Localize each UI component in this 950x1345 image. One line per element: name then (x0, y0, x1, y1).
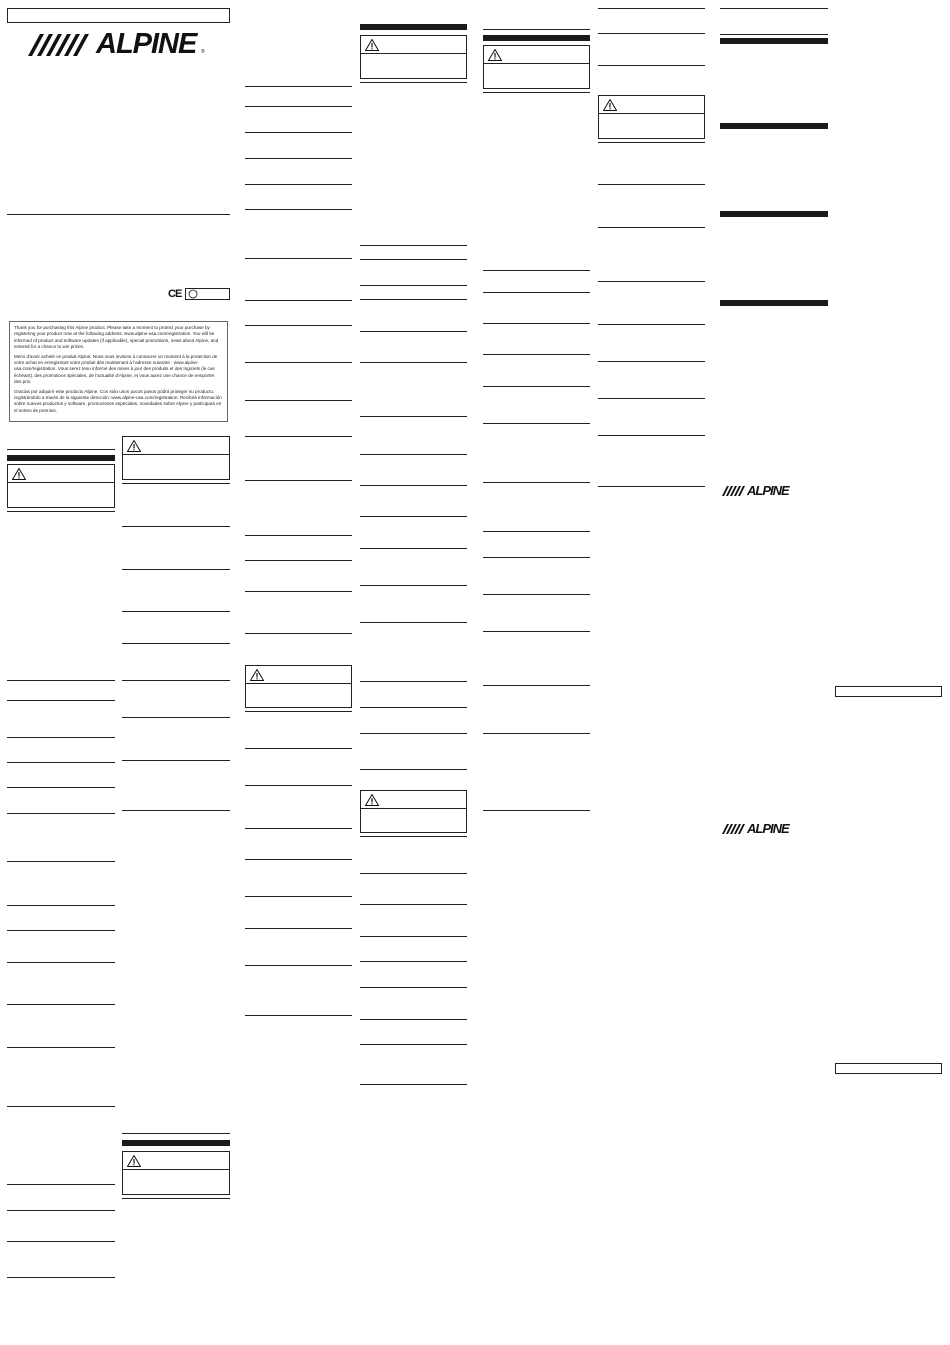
divider-line (7, 700, 115, 701)
divider-line (483, 733, 590, 734)
warning-icon (365, 39, 379, 51)
divider-line (483, 92, 590, 93)
divider-line (483, 482, 590, 483)
divider-line (245, 209, 352, 210)
divider-line (245, 106, 352, 107)
divider-line (360, 485, 467, 486)
divider-line (360, 259, 467, 260)
divider-line (7, 813, 115, 814)
divider-line (245, 184, 352, 185)
divider-line (122, 760, 230, 761)
certification-box (185, 288, 230, 300)
divider-line (122, 1133, 230, 1134)
divider-line (598, 142, 705, 143)
divider-line (122, 680, 230, 681)
divider-line (7, 861, 115, 862)
divider-line (360, 836, 467, 837)
divider-line (360, 285, 467, 286)
divider-line (483, 270, 590, 271)
divider-line (122, 1198, 230, 1199)
divider-line (245, 1015, 352, 1016)
divider-line (245, 928, 352, 929)
divider-line (598, 324, 705, 325)
divider-line (360, 1084, 467, 1085)
divider-line (598, 281, 705, 282)
divider-line (245, 785, 352, 786)
divider-line (245, 965, 352, 966)
divider-line (360, 362, 467, 363)
divider-line (7, 1241, 115, 1242)
divider-line (598, 435, 705, 436)
warning-icon (365, 794, 379, 806)
divider-line (598, 65, 705, 66)
warning-box (122, 436, 230, 480)
divider-line (598, 486, 705, 487)
divider-line (483, 594, 590, 595)
divider-line (7, 449, 115, 450)
divider-line (245, 300, 352, 301)
alpine-logo-stripes (722, 486, 748, 496)
warning-icon (250, 669, 264, 681)
warning-box (598, 95, 705, 139)
divider-line (360, 416, 467, 417)
divider-line (245, 362, 352, 363)
certification-circle-icon (188, 289, 198, 299)
section-header-bar (720, 300, 828, 306)
divider-line (483, 810, 590, 811)
divider-line (245, 896, 352, 897)
divider-line (7, 1277, 115, 1278)
divider-line (245, 560, 352, 561)
registered-mark: ® (201, 49, 205, 55)
warning-icon (603, 99, 617, 111)
divider-line (122, 483, 230, 484)
divider-line (360, 299, 467, 300)
alpine-logo-text: ALPINE (747, 821, 789, 836)
divider-line (360, 681, 467, 682)
divider-line (7, 962, 115, 963)
warning-icon (127, 440, 141, 452)
divider-line (245, 400, 352, 401)
divider-line (245, 436, 352, 437)
divider-line (598, 398, 705, 399)
divider-line (245, 591, 352, 592)
divider-line (7, 1047, 115, 1048)
registration-notice (9, 321, 228, 422)
divider-line (360, 733, 467, 734)
divider-line (483, 423, 590, 424)
ce-mark: CE (168, 288, 182, 300)
divider-line (360, 904, 467, 905)
divider-line (245, 828, 352, 829)
divider-line (360, 622, 467, 623)
divider-line (483, 354, 590, 355)
divider-line (245, 711, 352, 712)
divider-line (7, 737, 115, 738)
section-header-bar (483, 35, 590, 41)
divider-line (245, 748, 352, 749)
section-header-bar (122, 1140, 230, 1146)
label-box (835, 1063, 942, 1074)
label-box (835, 686, 942, 697)
divider-line (360, 873, 467, 874)
warning-icon (12, 468, 26, 480)
divider-line (7, 214, 230, 215)
section-header-bar (720, 123, 828, 129)
divider-line (7, 511, 115, 512)
divider-line (245, 86, 352, 87)
alpine-logo-text: ALPINE (747, 483, 789, 498)
divider-line (483, 323, 590, 324)
divider-line (360, 585, 467, 586)
top-label-box (7, 8, 230, 23)
divider-line (483, 631, 590, 632)
divider-line (122, 569, 230, 570)
alpine-logo-text: ALPINE (96, 28, 197, 60)
divider-line (7, 680, 115, 681)
divider-line (360, 245, 467, 246)
divider-line (360, 936, 467, 937)
divider-line (245, 480, 352, 481)
divider-line (7, 905, 115, 906)
alpine-logo-stripes (28, 34, 96, 56)
divider-line (7, 930, 115, 931)
section-header-bar (720, 211, 828, 217)
divider-line (360, 987, 467, 988)
notice-spanish: Gracias por adquirir este producto Alpine. Con solo unos pocos pasos podrá proteger su producto, registrándolo a través de la siguiente dirección: www.alpine-usa.com/registration. Recibirá información sobre nuevos productos y software, promociones especiales, novedades sobre Alpine y participará en el sorteo de premios. (14, 388, 222, 413)
divider-line (720, 34, 828, 35)
divider-line (483, 531, 590, 532)
notice-english: Thank you for purchasing this Alpine product. Please take a moment to protect your purchase by registering your product now at the following address: www.alpine-usa.com/registration. You will be informed of product and software updates (if applicable), special promotions, news about Alpine, and entered for a chance to win prizes. (14, 325, 219, 349)
section-header-bar (720, 38, 828, 44)
divider-line (245, 132, 352, 133)
divider-line (245, 258, 352, 259)
warning-box (122, 1151, 230, 1195)
divider-line (7, 1184, 115, 1185)
divider-line (598, 227, 705, 228)
divider-line (360, 331, 467, 332)
section-header-bar (7, 455, 115, 461)
divider-line (360, 961, 467, 962)
divider-line (360, 82, 467, 83)
section-header-bar (360, 24, 467, 30)
divider-line (360, 548, 467, 549)
divider-line (360, 1044, 467, 1045)
warning-box (7, 464, 115, 508)
divider-line (7, 1106, 115, 1107)
divider-line (598, 361, 705, 362)
divider-line (360, 1019, 467, 1020)
divider-line (7, 787, 115, 788)
divider-line (245, 535, 352, 536)
divider-line (360, 454, 467, 455)
warning-box (483, 45, 590, 89)
divider-line (122, 643, 230, 644)
divider-line (360, 769, 467, 770)
divider-line (483, 386, 590, 387)
warning-box (360, 35, 467, 79)
divider-line (360, 707, 467, 708)
divider-line (122, 526, 230, 527)
warning-box (245, 665, 352, 708)
divider-line (598, 8, 705, 9)
divider-line (483, 292, 590, 293)
warning-box (360, 790, 467, 833)
divider-line (598, 33, 705, 34)
divider-line (483, 557, 590, 558)
warning-icon (488, 49, 502, 61)
divider-line (483, 29, 590, 30)
divider-line (7, 762, 115, 763)
divider-line (122, 611, 230, 612)
divider-line (360, 516, 467, 517)
divider-line (245, 325, 352, 326)
divider-line (122, 810, 230, 811)
warning-icon (127, 1155, 141, 1167)
divider-line (245, 633, 352, 634)
divider-line (122, 717, 230, 718)
divider-line (7, 1004, 115, 1005)
divider-line (483, 685, 590, 686)
divider-line (245, 859, 352, 860)
divider-line (720, 8, 828, 9)
divider-line (7, 1210, 115, 1211)
notice-french: Merci d'avoir acheté ce produit Alpine. Nous vous invitons à consacrer un moment à la protection de votre achat en enregistrant votre produit dès maintenant à l'adresse suivante : www.alpine-usa.com/registration. Vous serez tenu informé des mises à jour des produits et des logiciels (le cas échéant), des promotions spéciales, de l'actualité d'Alpine, et vous aurez une chance de remporter des prix. (14, 353, 218, 384)
divider-line (598, 184, 705, 185)
divider-line (245, 158, 352, 159)
alpine-logo-stripes (722, 824, 748, 834)
